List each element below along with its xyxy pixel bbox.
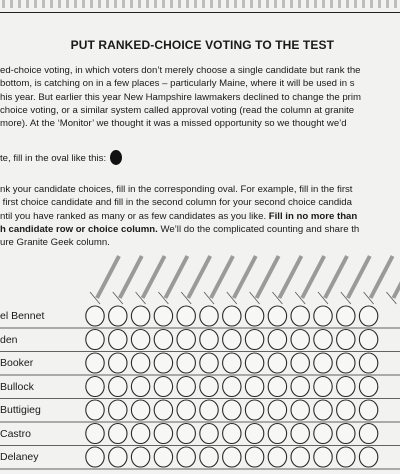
ballot-oval[interactable]: [291, 377, 309, 397]
ballot-oval[interactable]: [177, 306, 195, 326]
ballot-oval[interactable]: [86, 400, 104, 420]
fill-instruction: [0, 150, 400, 165]
ballot-grid: [0, 254, 400, 474]
ballot-oval[interactable]: [223, 330, 241, 350]
intro-line: his year. But earlier this year New Hampshire lawmakers declined to change the prim: [0, 91, 361, 103]
ballot-oval[interactable]: [291, 447, 309, 467]
column-header-stripe: [393, 256, 400, 298]
instruction-emphasis: Fill in no more than: [268, 210, 358, 222]
ballot-oval[interactable]: [86, 447, 104, 467]
ballot-oval[interactable]: [337, 306, 355, 326]
ballot-oval[interactable]: [359, 424, 377, 444]
column-header-stripe: [211, 256, 233, 298]
column-header-stripe: [302, 256, 324, 298]
column-header-stripe: [97, 256, 119, 298]
ballot-oval[interactable]: [177, 353, 195, 373]
ballot-oval[interactable]: [131, 353, 149, 373]
ballot-oval[interactable]: [86, 353, 104, 373]
column-header-stripe: [188, 256, 210, 298]
instruction-line: We’ll do the complicated counting and share th: [157, 223, 360, 235]
intro-line: more). At the ‘Monitor’ we thought it was a missed opportunity so we thought we’d: [0, 118, 347, 130]
ballot-oval[interactable]: [109, 447, 127, 467]
ballot-oval[interactable]: [245, 306, 263, 326]
ballot-oval[interactable]: [223, 424, 241, 444]
ballot-oval[interactable]: [359, 330, 377, 350]
ballot-oval[interactable]: [268, 424, 286, 444]
ballot-oval[interactable]: [154, 424, 172, 444]
ballot-oval[interactable]: [268, 377, 286, 397]
ballot-oval[interactable]: [177, 400, 195, 420]
ballot-oval[interactable]: [314, 353, 332, 373]
candidate-name: Delaney: [0, 451, 39, 463]
ballot-oval[interactable]: [154, 400, 172, 420]
ballot-oval[interactable]: [109, 353, 127, 373]
ballot-oval[interactable]: [245, 330, 263, 350]
ballot-oval[interactable]: [291, 353, 309, 373]
column-header-stripe: [234, 256, 256, 298]
column-header-stripe: [279, 256, 301, 298]
ballot-oval[interactable]: [109, 330, 127, 350]
ballot-oval[interactable]: [337, 447, 355, 467]
ballot-oval[interactable]: [245, 400, 263, 420]
ballot-oval[interactable]: [131, 306, 149, 326]
ballot-oval[interactable]: [245, 447, 263, 467]
intro-paragraph: [0, 64, 400, 130]
fill-instruction-text: te, fill in the oval like this:: [0, 153, 107, 164]
ballot-oval[interactable]: [86, 306, 104, 326]
ballot-oval[interactable]: [337, 353, 355, 373]
ballot-oval[interactable]: [268, 306, 286, 326]
instruction-emphasis: h candidate row or choice column.: [0, 223, 158, 235]
ballot-oval[interactable]: [359, 353, 377, 373]
ballot-oval[interactable]: [223, 353, 241, 373]
ballot-oval[interactable]: [131, 377, 149, 397]
intro-line: bottom, is catching on in a few places – particularly Maine, where it will be used in s: [0, 78, 355, 90]
ballot-oval[interactable]: [337, 377, 355, 397]
ballot-oval[interactable]: [86, 330, 104, 350]
ballot-oval[interactable]: [131, 330, 149, 350]
ballot-oval[interactable]: [131, 400, 149, 420]
ballot-oval[interactable]: [223, 400, 241, 420]
page-title: PUT RANKED-CHOICE VOTING TO THE TEST: [70, 38, 334, 52]
column-header-stripe: [120, 256, 142, 298]
ballot-oval[interactable]: [291, 424, 309, 444]
ballot-oval[interactable]: [314, 330, 332, 350]
perforated-edge: [0, 0, 400, 8]
ballot-oval[interactable]: [337, 400, 355, 420]
ballot-oval[interactable]: [268, 447, 286, 467]
ballot-oval[interactable]: [200, 400, 218, 420]
ballot-oval[interactable]: [359, 306, 377, 326]
instruction-line: nk your candidate choices, fill in the corresponding oval. For example, fill in the first: [0, 184, 353, 195]
ballot-oval[interactable]: [154, 306, 172, 326]
filled-oval-example-icon: [110, 150, 122, 165]
ballot-oval[interactable]: [337, 424, 355, 444]
ballot-oval[interactable]: [109, 424, 127, 444]
ballot-oval[interactable]: [177, 424, 195, 444]
ballot-oval[interactable]: [268, 330, 286, 350]
ballot-oval[interactable]: [200, 447, 218, 467]
ballot-oval[interactable]: [154, 447, 172, 467]
ballot-oval[interactable]: [154, 330, 172, 350]
column-header-stripe: [257, 256, 279, 298]
candidate-name: Castro: [0, 427, 31, 440]
ballot-oval[interactable]: [200, 306, 218, 326]
intro-line: choice voting, or a similar system called approval voting (read the column at granite: [0, 104, 355, 116]
intro-line: ed-choice voting, in which voters don’t merely choose a single candidate but rank the: [0, 65, 361, 76]
column-header-stripe: [143, 256, 165, 298]
column-header-stripe: [348, 256, 370, 298]
ballot-oval[interactable]: [223, 306, 241, 326]
ballot-oval[interactable]: [245, 353, 263, 373]
ballot-oval[interactable]: [223, 377, 241, 397]
ballot-oval[interactable]: [245, 424, 263, 444]
ballot-oval[interactable]: [154, 353, 172, 373]
ballot-oval[interactable]: [291, 330, 309, 350]
ballot-oval[interactable]: [177, 447, 195, 467]
ballot-oval[interactable]: [314, 424, 332, 444]
column-header-stripe: [325, 256, 347, 298]
instruction-line: ure Granite Geek column.: [0, 237, 110, 249]
ballot-oval[interactable]: [268, 353, 286, 373]
column-header-stripe: [165, 256, 187, 298]
candidate-name: Booker: [0, 357, 34, 369]
ballot-svg: [0, 254, 400, 474]
ballot-oval[interactable]: [268, 400, 286, 420]
ballot-oval[interactable]: [291, 306, 309, 326]
ballot-oval[interactable]: [177, 377, 195, 397]
instruction-line: ntil you have ranked as many or as few candidates as you like.: [0, 210, 269, 222]
ballot-oval[interactable]: [337, 330, 355, 350]
ballot-oval[interactable]: [314, 377, 332, 397]
candidate-name: Bullock: [0, 380, 34, 393]
ballot-oval[interactable]: [314, 306, 332, 326]
ballot-oval[interactable]: [200, 353, 218, 373]
ballot-oval[interactable]: [200, 330, 218, 350]
ballot-oval[interactable]: [109, 306, 127, 326]
ballot-oval[interactable]: [245, 377, 263, 397]
column-header-stripe: [371, 256, 393, 298]
ballot-oval[interactable]: [200, 424, 218, 444]
ranking-instructions: [0, 183, 400, 249]
candidate-name: den: [0, 333, 18, 346]
ballot-oval[interactable]: [314, 400, 332, 420]
top-rule: [0, 12, 400, 13]
ballot-oval[interactable]: [131, 447, 149, 467]
ballot-oval[interactable]: [359, 447, 377, 467]
ballot-oval[interactable]: [109, 400, 127, 420]
ballot-oval[interactable]: [200, 377, 218, 397]
ballot-oval[interactable]: [109, 377, 127, 397]
ballot-oval[interactable]: [177, 330, 195, 350]
instruction-line: first choice candidate and fill in the second column for your second choice candida: [0, 197, 352, 209]
ballot-oval[interactable]: [86, 377, 104, 397]
candidate-name: el Bennet: [0, 310, 45, 322]
ballot-oval[interactable]: [314, 447, 332, 467]
ballot-oval[interactable]: [359, 400, 377, 420]
ballot-oval[interactable]: [223, 447, 241, 467]
candidate-name: Buttigieg: [0, 404, 41, 416]
ballot-oval[interactable]: [86, 424, 104, 444]
ballot-oval[interactable]: [291, 400, 309, 420]
ballot-oval[interactable]: [359, 377, 377, 397]
ballot-oval[interactable]: [131, 424, 149, 444]
ballot-oval[interactable]: [154, 377, 172, 397]
